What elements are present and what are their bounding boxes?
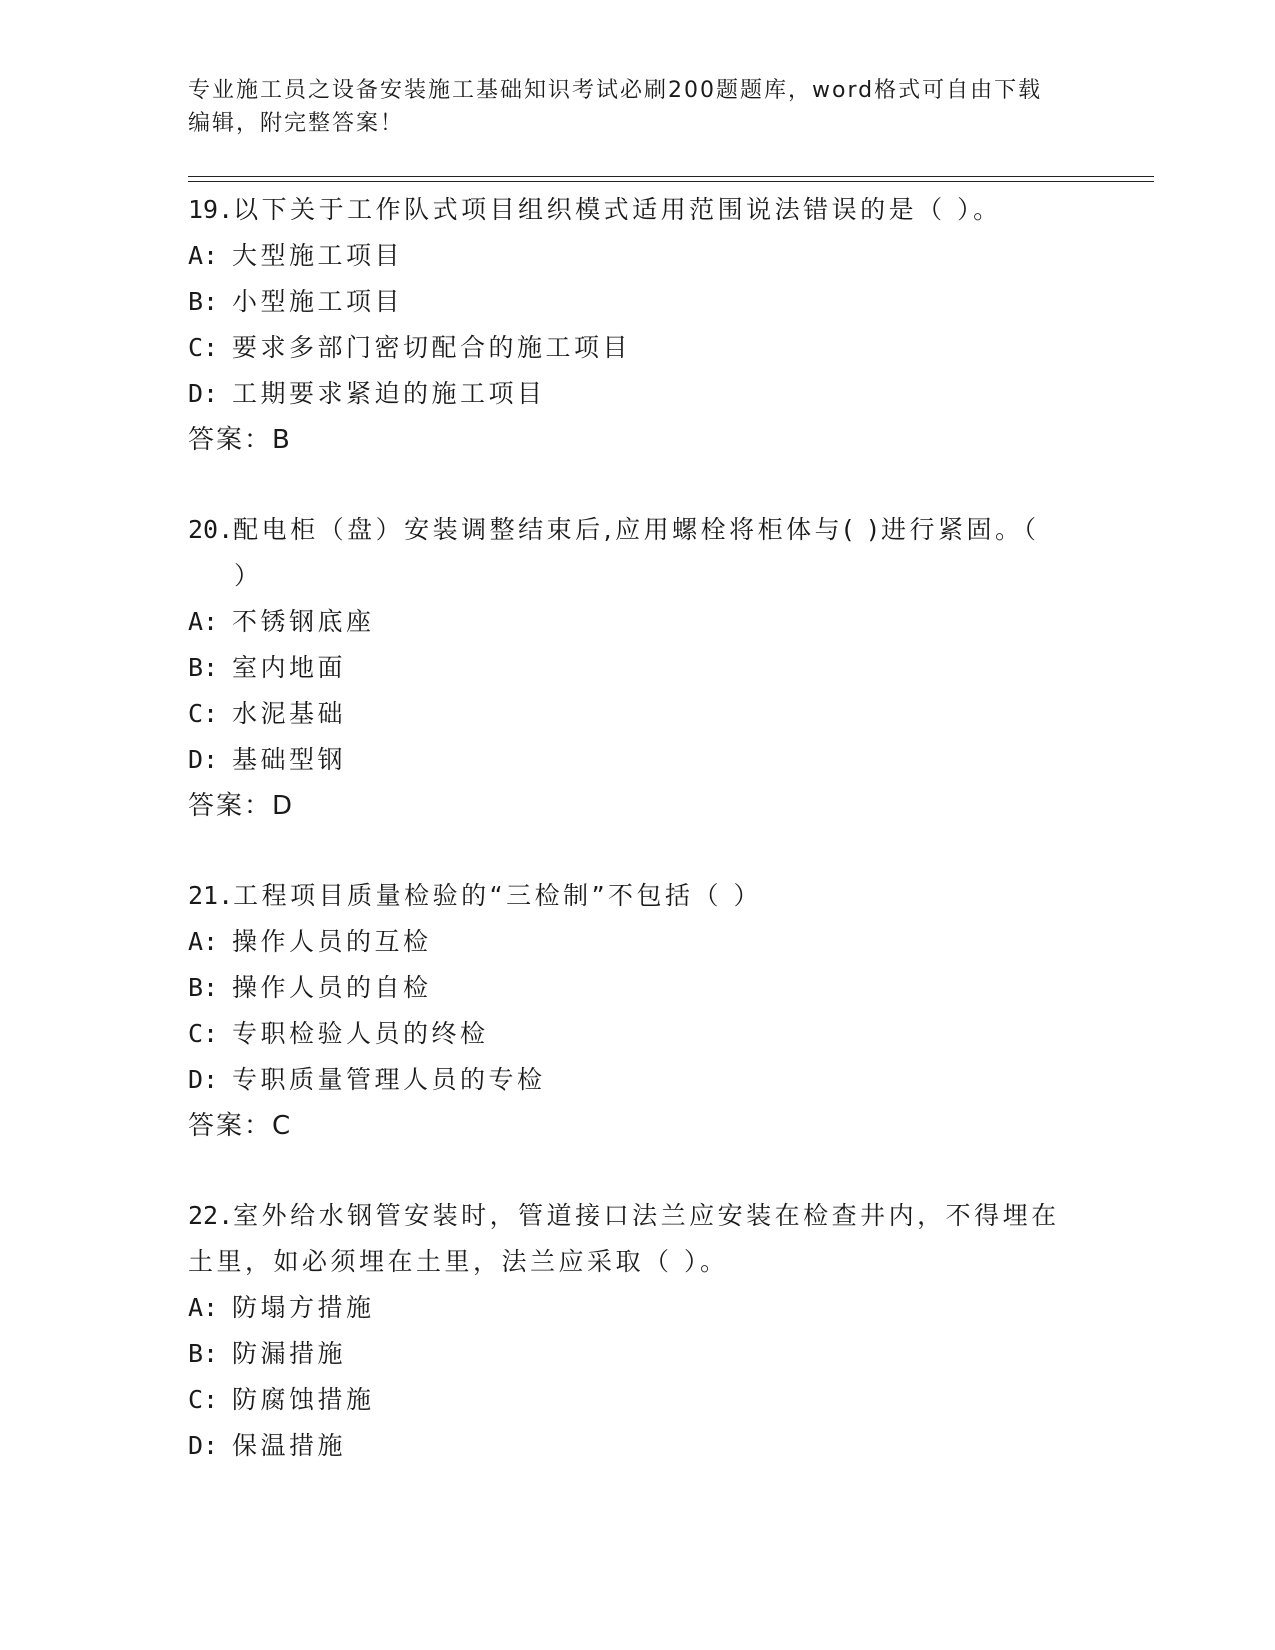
option-text: 专职检验人员的终检 <box>232 1019 489 1048</box>
option-letter: D: <box>188 1065 219 1094</box>
option-letter: B: <box>188 973 219 1002</box>
option-letter: C: <box>188 699 219 728</box>
option-letter: B: <box>188 287 219 316</box>
option-letter: A: <box>188 241 219 270</box>
option-c <box>188 1377 1088 1423</box>
option-a <box>188 919 1088 965</box>
question-text: 20.配电柜（盘）安装调整结束后,应用螺栓将柜体与( )进行紧固。（ <box>188 515 1040 544</box>
option-d <box>188 1057 1088 1103</box>
option-a <box>188 1285 1088 1331</box>
option-text: 操作人员的互检 <box>232 927 432 956</box>
document-header <box>188 74 1068 140</box>
header-line-2: 编辑，附完整答案！ <box>188 111 405 136</box>
option-c <box>188 325 1088 371</box>
question-list <box>188 187 1088 1469</box>
option-a <box>188 599 1088 645</box>
option-text: 室内地面 <box>232 653 347 682</box>
question-text-continued: 土里，如必须埋在土里，法兰应采取（ ）。 <box>188 1247 729 1276</box>
option-letter: B: <box>188 1339 219 1368</box>
option-b <box>188 1331 1088 1377</box>
option-text: 防塌方措施 <box>232 1293 375 1322</box>
option-b <box>188 965 1088 1011</box>
option-text: 操作人员的自检 <box>232 973 432 1002</box>
answer-line: 答案：D <box>188 791 295 821</box>
option-letter: A: <box>188 1293 219 1322</box>
option-c <box>188 1011 1088 1057</box>
option-letter: B: <box>188 653 219 682</box>
question-block <box>188 187 1088 463</box>
option-b <box>188 279 1088 325</box>
option-text: 要求多部门密切配合的施工项目 <box>232 333 632 362</box>
header-divider-top <box>188 176 1154 177</box>
option-letter: D: <box>188 745 219 774</box>
option-letter: A: <box>188 927 219 956</box>
question-text: 19.以下关于工作队式项目组织模式适用范围说法错误的是（ ）。 <box>188 195 1002 224</box>
option-c <box>188 691 1088 737</box>
option-text: 防腐蚀措施 <box>232 1385 375 1414</box>
option-text: 工期要求紧迫的施工项目 <box>232 379 546 408</box>
option-letter: C: <box>188 1019 219 1048</box>
question-text: 22.室外给水钢管安装时，管道接口法兰应安装在检查井内，不得埋在 <box>188 1201 1060 1230</box>
option-letter: C: <box>188 333 219 362</box>
question-block <box>188 1193 1088 1469</box>
header-line-1: 专业施工员之设备安装施工基础知识考试必刷200题题库，word格式可自由下载 <box>188 78 1043 103</box>
option-letter: D: <box>188 379 219 408</box>
option-d <box>188 1423 1088 1469</box>
option-a <box>188 233 1088 279</box>
option-letter: A: <box>188 607 219 636</box>
answer-line: 答案：B <box>188 425 292 455</box>
option-text: 防漏措施 <box>232 1339 347 1368</box>
header-divider-bottom <box>188 181 1154 182</box>
option-letter: D: <box>188 1431 219 1460</box>
question-block <box>188 507 1088 829</box>
option-text: 大型施工项目 <box>232 241 404 270</box>
option-text: 专职质量管理人员的专检 <box>232 1065 546 1094</box>
option-text: 水泥基础 <box>232 699 347 728</box>
answer-line: 答案：C <box>188 1111 293 1141</box>
question-text-continued: ） <box>234 561 263 590</box>
option-b <box>188 645 1088 691</box>
option-d <box>188 737 1088 783</box>
question-number: 20. <box>188 515 234 544</box>
question-number: 22. <box>188 1201 234 1230</box>
option-text: 保温措施 <box>232 1431 347 1460</box>
option-text: 不锈钢底座 <box>232 607 375 636</box>
question-block <box>188 873 1088 1149</box>
option-text: 小型施工项目 <box>232 287 404 316</box>
question-number: 21. <box>188 881 234 910</box>
question-number: 19. <box>188 195 234 224</box>
option-letter: C: <box>188 1385 219 1414</box>
option-d <box>188 371 1088 417</box>
option-text: 基础型钢 <box>232 745 347 774</box>
question-text: 21.工程项目质量检验的“三检制”不包括（ ） <box>188 881 763 910</box>
